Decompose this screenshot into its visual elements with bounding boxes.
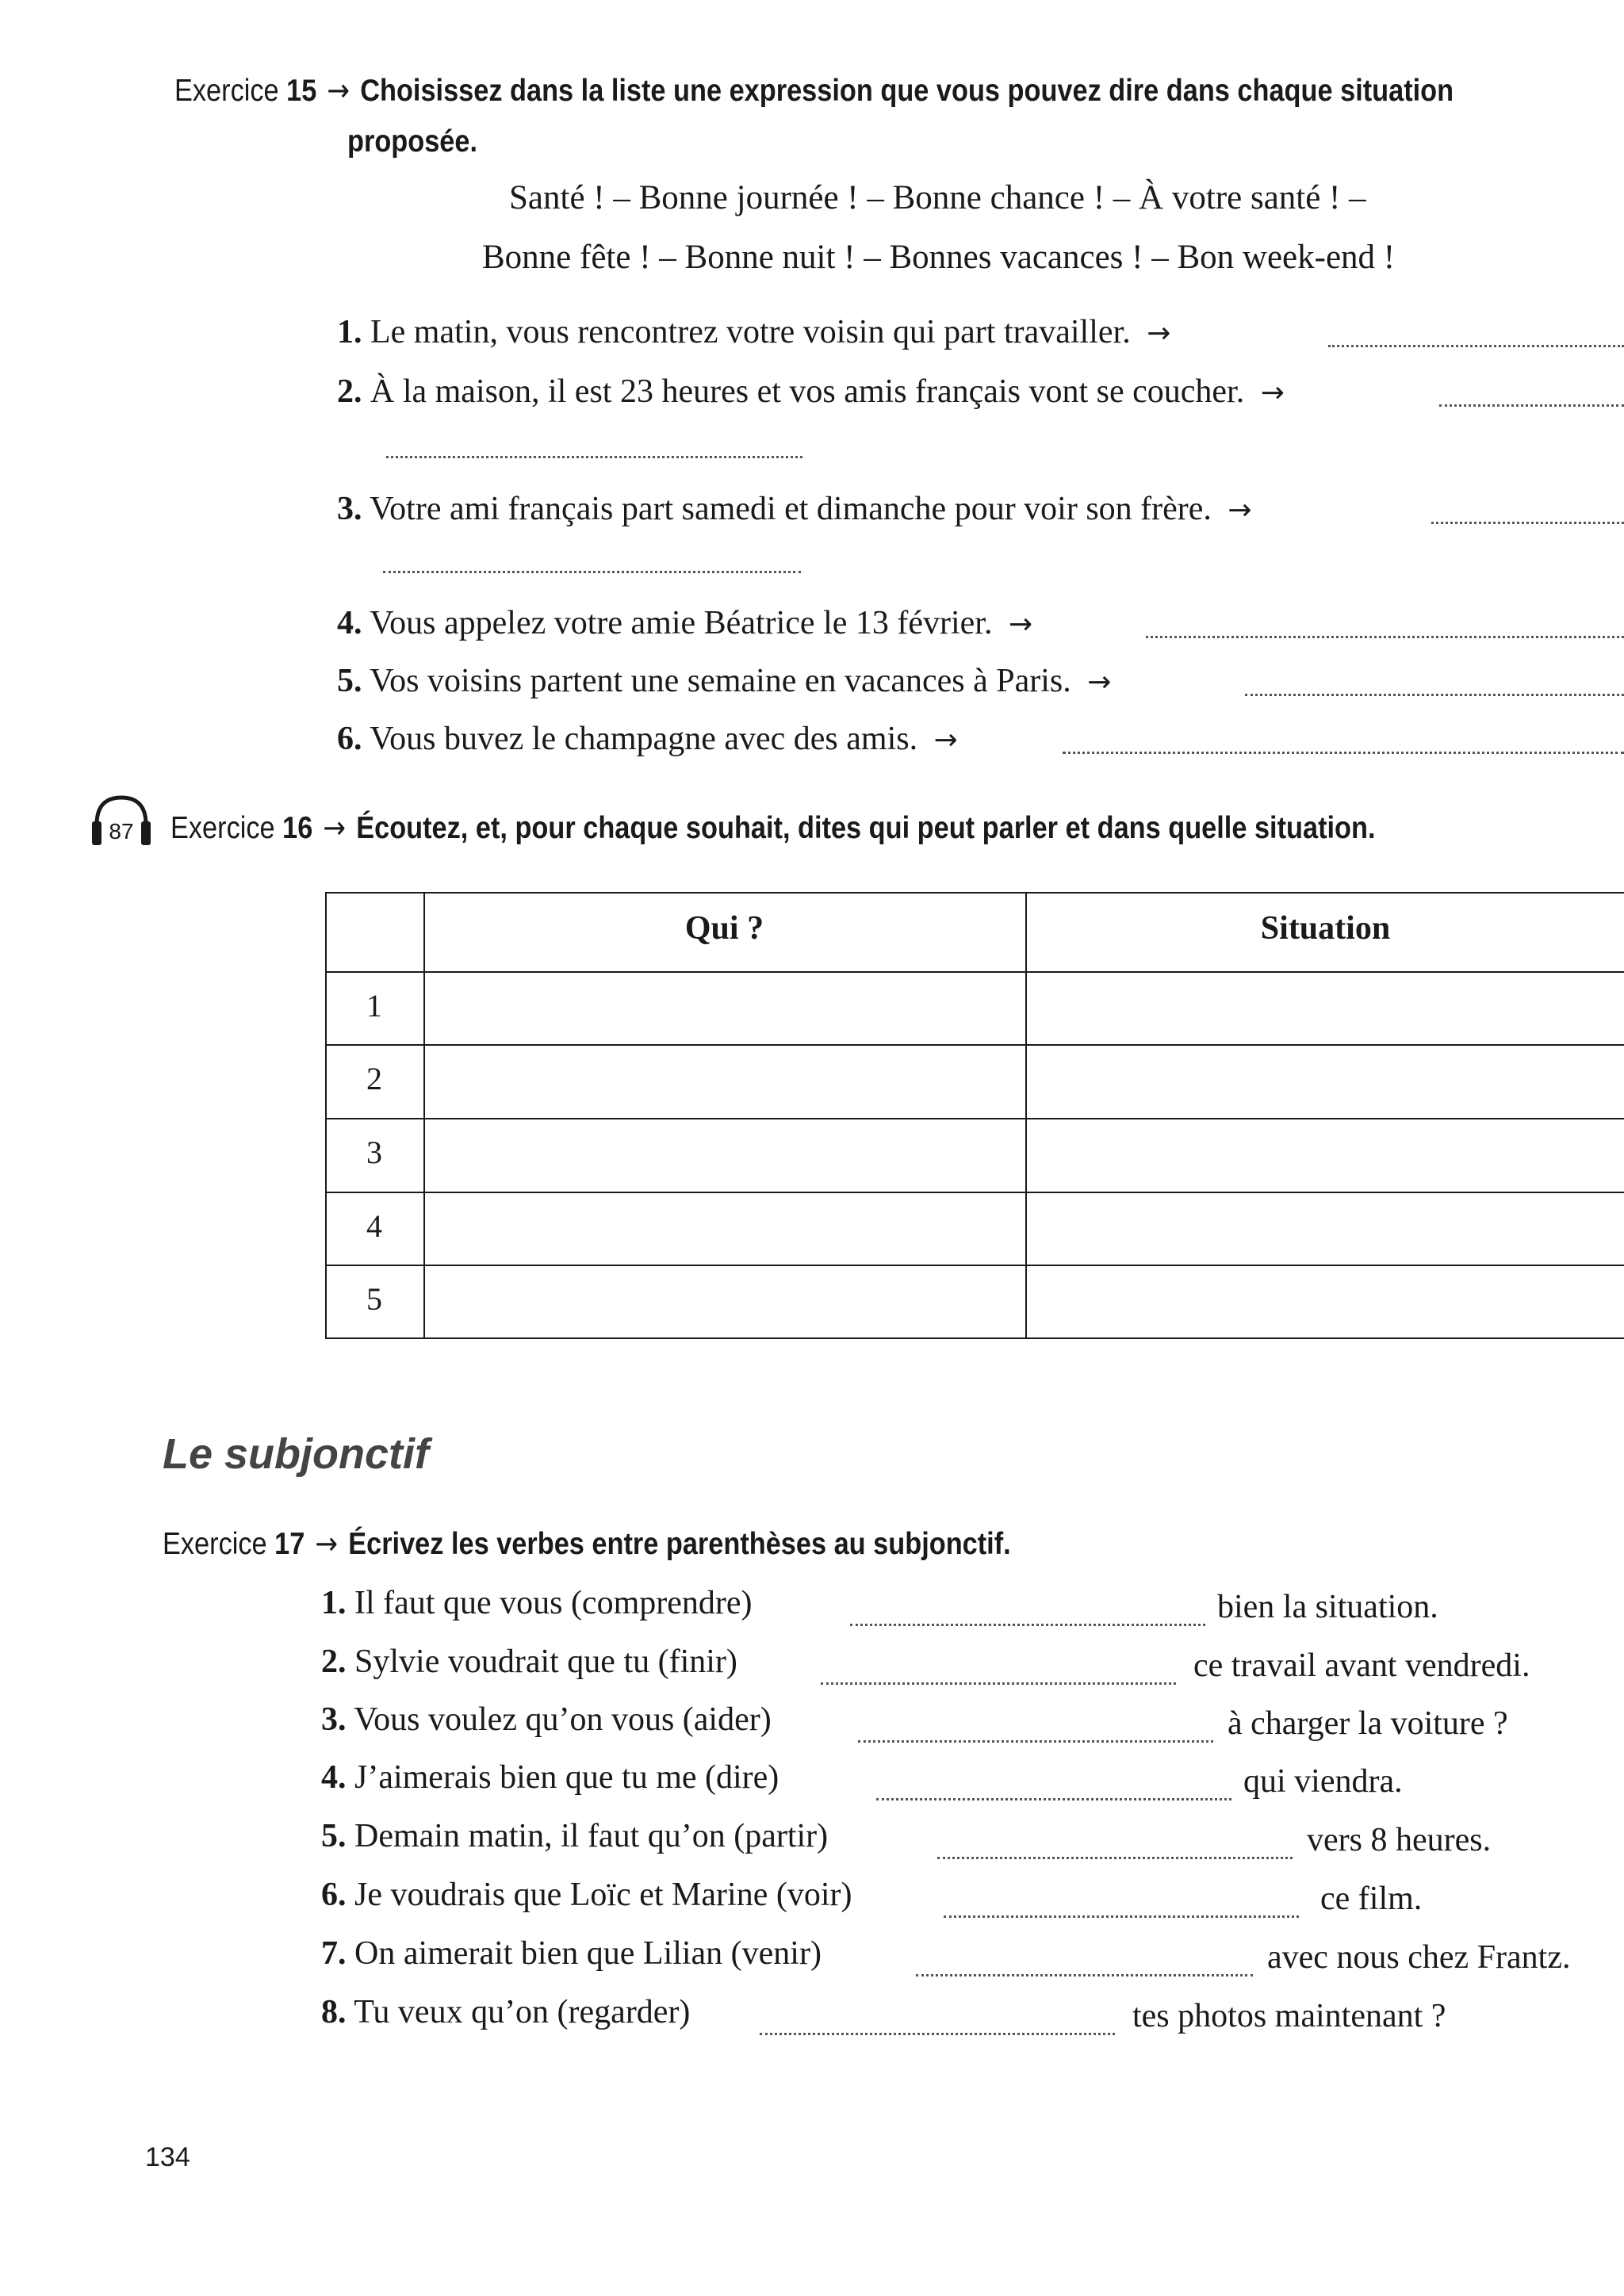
table-header-situation: Situation <box>1260 910 1391 947</box>
ex17-item-3 <box>321 1701 772 1739</box>
item-number: 4. <box>337 605 362 641</box>
answer-cell-situation-1[interactable] <box>1027 973 1624 1044</box>
answer-cell-qui-1[interactable] <box>425 973 1025 1044</box>
answer-cell-situation-2[interactable] <box>1027 1046 1624 1118</box>
ex17-title <box>163 1526 1011 1562</box>
ex15-item-6 <box>337 720 958 758</box>
ex17-arrow-icon: → <box>315 1526 339 1562</box>
ex17-answer-line-6[interactable] <box>944 1915 1299 1918</box>
ex15-answer-line-2a[interactable] <box>1439 404 1624 407</box>
ex17-item-2 <box>321 1643 737 1681</box>
item-number: 8. <box>321 1994 347 2030</box>
item-number: 3. <box>337 491 362 527</box>
ex17-item-8-after: tes photos maintenant ? <box>1132 1998 1446 2034</box>
ex15-title <box>174 73 1454 109</box>
arrow-icon: → <box>933 724 958 756</box>
item-text: Vos voisins partent une semaine en vacances à Paris. <box>370 663 1071 699</box>
arrow-icon: → <box>1228 494 1252 526</box>
ex15-answer-line-5[interactable] <box>1245 694 1624 696</box>
ex15-instruction-cont: proposée. <box>347 124 478 159</box>
arrow-icon: → <box>1260 377 1285 409</box>
table-border <box>325 1337 1624 1339</box>
ex16-answer-table <box>325 892 1624 1338</box>
table-row-number: 1 <box>366 988 382 1024</box>
ex17-answer-line-7[interactable] <box>916 1974 1253 1976</box>
ex15-number: 15 <box>286 74 317 108</box>
ex17-answer-line-8[interactable] <box>760 2033 1115 2035</box>
item-text: À la maison, il est 23 heures et vos amis français vont se coucher. <box>370 373 1245 410</box>
ex16-arrow-icon: → <box>323 810 347 846</box>
item-number: 6. <box>321 1877 347 1913</box>
answer-cell-situation-3[interactable] <box>1027 1119 1624 1192</box>
ex15-item-5 <box>337 662 1111 700</box>
table-row-number: 2 <box>366 1061 382 1096</box>
ex17-item-5-after: vers 8 heures. <box>1307 1822 1492 1858</box>
table-row-number: 5 <box>366 1281 382 1317</box>
answer-cell-situation-4[interactable] <box>1027 1193 1624 1265</box>
ex17-item-1 <box>321 1584 752 1622</box>
ex15-answer-line-6[interactable] <box>1063 752 1624 754</box>
item-number: 5. <box>337 663 362 699</box>
arrow-icon: → <box>1008 608 1033 641</box>
ex16-title <box>170 810 1375 846</box>
page-number: 134 <box>145 2142 190 2172</box>
ex15-item-4 <box>337 604 1032 642</box>
ex17-item-4-after: qui viendra. <box>1243 1763 1403 1800</box>
item-number: 7. <box>321 1935 347 1972</box>
table-row-number: 4 <box>366 1208 382 1244</box>
item-text: Je voudrais que Loïc et Marine (voir) <box>354 1877 852 1913</box>
item-number: 5. <box>321 1818 347 1854</box>
ex17-item-8 <box>321 1993 690 2031</box>
ex15-answer-line-4[interactable] <box>1146 636 1624 638</box>
table-border <box>325 892 327 1339</box>
ex17-item-5 <box>321 1817 828 1855</box>
ex17-answer-line-1[interactable] <box>850 1624 1205 1626</box>
ex15-item-1 <box>337 313 1170 351</box>
item-text: Demain matin, il faut qu’on (partir) <box>354 1818 829 1854</box>
ex17-item-2-after: ce travail avant vendredi. <box>1193 1647 1530 1684</box>
ex17-item-4 <box>321 1758 779 1797</box>
ex15-expression-list-line-1: Santé ! – Bonne journée ! – Bonne chance ! – À votre santé ! – <box>509 179 1366 216</box>
ex17-answer-line-3[interactable] <box>858 1740 1213 1743</box>
item-text: J’aimerais bien que tu me (dire) <box>354 1759 779 1796</box>
answer-cell-qui-4[interactable] <box>425 1193 1025 1265</box>
ex17-item-1-after: bien la situation. <box>1217 1589 1438 1625</box>
item-text: Sylvie voudrait que tu (finir) <box>354 1644 737 1680</box>
item-number: 1. <box>321 1585 347 1621</box>
answer-cell-qui-5[interactable] <box>425 1266 1025 1337</box>
answer-cell-situation-5[interactable] <box>1027 1266 1624 1337</box>
ex15-item-2 <box>337 373 1285 411</box>
ex15-item-3 <box>337 490 1252 528</box>
ex15-expression-list-line-2: Bonne fête ! – Bonne nuit ! – Bonnes vacances ! – Bon week-end ! <box>482 239 1396 276</box>
ex17-instruction: Écrivez les verbes entre parenthèses au subjonctif. <box>348 1527 1011 1561</box>
ex15-answer-line-2b[interactable] <box>386 456 802 458</box>
ex17-answer-line-2[interactable] <box>821 1682 1176 1685</box>
item-text: Tu veux qu’on (regarder) <box>354 1994 691 2030</box>
table-header-qui: Qui ? <box>684 910 764 947</box>
ex15-answer-line-1[interactable] <box>1328 345 1624 347</box>
item-number: 2. <box>337 373 362 410</box>
item-text: On aimerait bien que Lilian (venir) <box>354 1935 822 1972</box>
ex15-answer-line-3b[interactable] <box>383 571 801 573</box>
item-number: 2. <box>321 1644 347 1680</box>
ex17-item-6-after: ce film. <box>1320 1881 1423 1917</box>
audio-track-icon <box>89 793 154 848</box>
ex15-answer-line-3a[interactable] <box>1431 522 1624 524</box>
arrow-icon: → <box>1147 317 1171 350</box>
arrow-icon: → <box>1087 666 1112 698</box>
ex17-answer-line-5[interactable] <box>937 1857 1293 1859</box>
ex15-label: Exercice <box>174 74 279 108</box>
item-number: 3. <box>321 1701 347 1738</box>
ex17-item-7 <box>321 1934 822 1973</box>
ex17-number: 17 <box>274 1527 305 1561</box>
ex17-answer-line-4[interactable] <box>876 1798 1231 1800</box>
ex15-instruction: Choisissez dans la liste une expression que vous pouvez dire dans chaque situation <box>360 74 1454 108</box>
ex16-label: Exercice <box>170 811 275 845</box>
item-text: Vous buvez le champagne avec des amis. <box>370 721 918 757</box>
ex16-number: 16 <box>282 811 313 845</box>
ex17-item-6 <box>321 1876 852 1914</box>
item-number: 6. <box>337 721 362 757</box>
item-text: Vous voulez qu’on vous (aider) <box>354 1701 772 1738</box>
item-text: Vous appelez votre amie Béatrice le 13 février. <box>370 605 993 641</box>
ex17-label: Exercice <box>163 1527 267 1561</box>
item-text: Le matin, vous rencontrez votre voisin qui part travailler. <box>370 314 1131 350</box>
item-text: Il faut que vous (comprendre) <box>354 1585 753 1621</box>
item-number: 4. <box>321 1759 347 1796</box>
item-text: Votre ami français part samedi et dimanche pour voir son frère. <box>370 491 1212 527</box>
table-row-number: 3 <box>366 1135 382 1170</box>
ex16-instruction: Écoutez, et, pour chaque souhait, dites qui peut parler et dans quelle situation. <box>356 811 1376 845</box>
answer-cell-qui-2[interactable] <box>425 1046 1025 1118</box>
table-border <box>325 892 1624 894</box>
section-title: Le subjonctif <box>163 1430 429 1478</box>
track-number: 87 <box>109 819 134 844</box>
ex17-item-7-after: avec nous chez Frantz. <box>1267 1939 1571 1976</box>
answer-cell-qui-3[interactable] <box>425 1119 1025 1192</box>
ex15-arrow-icon: → <box>327 73 350 109</box>
item-number: 1. <box>337 314 362 350</box>
ex17-item-3-after: à charger la voiture ? <box>1228 1705 1508 1742</box>
